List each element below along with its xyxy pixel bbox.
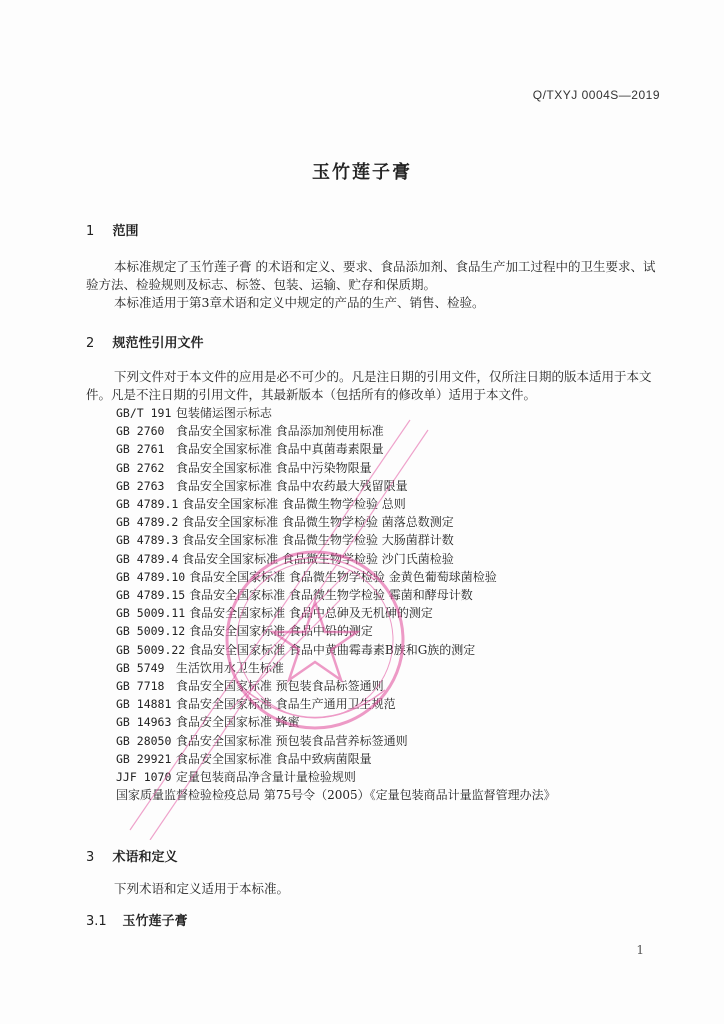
reference-name: 食品安全国家标准 食品中致病菌限量: [175, 751, 372, 766]
section-number: 3: [86, 850, 95, 865]
reference-code: GB 2761: [116, 442, 165, 457]
reference-name: 食品安全国家标准 预包装食品标签通则: [175, 679, 384, 694]
reference-name: 食品安全国家标准 食品微生物学检验 沙门氏菌检验: [182, 551, 454, 566]
reference-code: GB 4789.10: [116, 569, 186, 584]
reference-name: 食品安全国家标准 食品微生物学检验 金黄色葡萄球菌检验: [189, 569, 497, 584]
reference-name: 食品安全国家标准 食品中污染物限量: [175, 460, 372, 475]
section-1-heading: [86, 220, 139, 239]
paragraph: 下列术语和定义适用于本标准。: [114, 881, 290, 896]
reference-code: GB 7718: [116, 679, 165, 694]
reference-name: 包装储运图示标志: [175, 406, 272, 420]
reference-name: 食品安全国家标准 食品中黄曲霉毒素B族和G族的测定: [189, 642, 476, 657]
reference-code: GB 2762: [116, 460, 165, 475]
reference-code: GB 14881: [116, 697, 172, 712]
reference-name: 食品安全国家标准 食品微生物学检验 总则: [182, 497, 406, 512]
subsection-title: 玉竹莲子膏: [122, 914, 188, 929]
section-title: 规范性引用文件: [112, 336, 204, 351]
reference-name: 定量包装商品净含量计量检验规则: [175, 770, 356, 785]
reference-name: 食品安全国家标准 食品微生物学检验 大肠菌群计数: [182, 533, 454, 548]
reference-name: 食品安全国家标准 蜂蜜: [175, 715, 300, 730]
paragraph: 下列文件对于本文件的应用是必不可少的。凡是注日期的引用文件，仅所注日期的版本适用于本文件。凡是不注日期的引用文件，其最新版本（包括所有的修改单）适用于本文件。: [86, 369, 652, 402]
subsection-number: 3.1: [86, 914, 107, 929]
section-title: 范围: [112, 224, 139, 239]
section-title: 术语和定义: [112, 850, 178, 865]
reference-name: 食品安全国家标准 食品生产通用卫生规范: [175, 697, 396, 712]
reference-code: GB 4789.15: [116, 588, 186, 603]
reference-code: GB 4789.4: [116, 551, 179, 566]
reference-code: GB 4789.1: [116, 497, 179, 512]
page-number: 1: [636, 943, 644, 957]
reference-code: GB 14963: [116, 715, 172, 730]
reference-name: 食品安全国家标准 食品微生物学检验 菌落总数测定: [182, 515, 454, 530]
reference-code: GB 4789.3: [116, 533, 179, 548]
paragraph: 本标准适用于第3章术语和定义中规定的产品的生产、销售、检验。: [114, 295, 485, 310]
reference-name: 食品安全国家标准 食品微生物学检验 霉菌和酵母计数: [189, 588, 473, 603]
seal-stamp: [215, 540, 415, 740]
section-1-body: [86, 258, 666, 312]
document-title: 玉竹莲子膏: [312, 162, 412, 183]
reference-code: GB 2760: [116, 424, 165, 439]
reference-name: 生活饮用水卫生标准: [175, 660, 284, 675]
paragraph: 本标准规定了玉竹莲子膏 的术语和定义、要求、食品添加剂、食品生产加工过程中的卫生要求、试验方法、检验规则及标志、标签、包装、运输、贮存和保质期。: [86, 259, 656, 292]
reference-name: 食品安全国家标准 食品添加剂使用标准: [175, 424, 384, 439]
reference-code: GB 29921: [116, 751, 172, 766]
reference-code: GB 4789.2: [116, 515, 179, 530]
reference-name: 食品安全国家标准 预包装食品营养标签通则: [175, 733, 408, 748]
reference-name: 食品安全国家标准 食品中总砷及无机砷的测定: [189, 606, 433, 621]
section-number: 2: [86, 336, 95, 351]
reference-code: JJF 1070: [116, 770, 172, 785]
standard-code: Q/TXYJ 0004S—2019: [532, 88, 660, 102]
reference-code: GB 2763: [116, 478, 165, 493]
reference-name: 国家质量监督检验检疫总局 第75号令（2005）《定量包装商品计量监督管理办法》: [116, 788, 556, 803]
reference-code: GB 5009.12: [116, 624, 186, 639]
section-3-heading: [86, 846, 178, 865]
section-2-heading: [86, 332, 204, 351]
reference-name: 食品安全国家标准 食品中铅的测定: [189, 624, 373, 639]
reference-code: GB 5009.22: [116, 642, 186, 657]
reference-code: GB 28050: [116, 733, 172, 748]
reference-name: 食品安全国家标准 食品中农药最大残留限量: [175, 478, 408, 493]
section-number: 1: [86, 224, 95, 239]
reference-code: GB 5009.11: [116, 606, 186, 621]
section-2-body: [86, 368, 666, 404]
subsection-3-1-heading: [86, 910, 188, 929]
reference-name: 食品安全国家标准 食品中真菌毒素限量: [175, 442, 384, 457]
reference-code: GB/T 191: [116, 406, 172, 420]
reference-code: GB 5749: [116, 660, 165, 675]
section-3-body: [86, 880, 666, 898]
